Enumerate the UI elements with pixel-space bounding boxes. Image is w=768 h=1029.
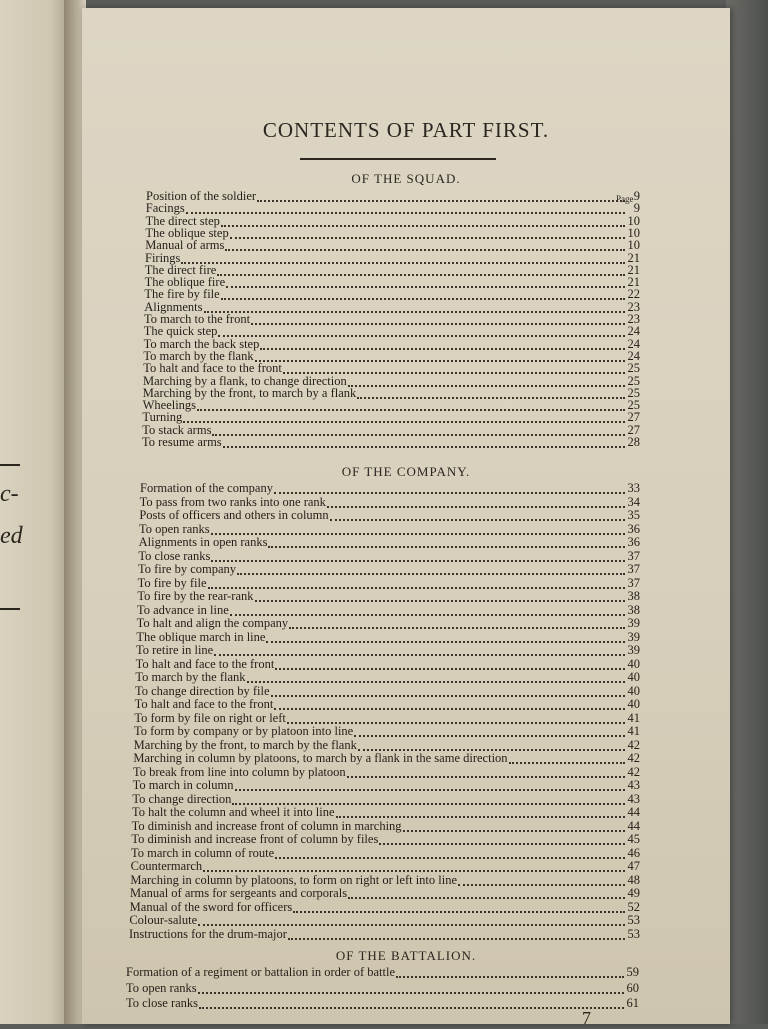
toc-entry [138, 577, 640, 590]
toc-entry [139, 536, 640, 549]
dot-leader [358, 740, 625, 751]
contents-page [82, 8, 730, 1028]
dot-leader [214, 645, 625, 656]
toc-entry-title: To break from line into column by platoon [133, 764, 346, 779]
toc-entry-page: 52 [627, 899, 640, 914]
toc-entry-title: The oblique fire [144, 275, 226, 290]
toc-entry-page: 40 [627, 670, 640, 684]
toc-entry-title: Position of the soldier [146, 189, 257, 203]
toc-entry-page: 37 [627, 562, 640, 576]
toc-entry-page: 39 [627, 643, 640, 657]
dot-leader [275, 848, 625, 859]
toc-entry-page: 41 [627, 724, 640, 738]
dot-leader [251, 314, 625, 325]
toc-entry-page: 24 [627, 336, 640, 351]
section-heading: OF THE BATTALION. [335, 948, 477, 963]
toc-entry-title: To march to the front [144, 312, 251, 326]
dot-leader [203, 861, 625, 872]
toc-entry [143, 387, 640, 400]
toc-entry-page: 21 [627, 275, 640, 290]
dot-leader [347, 767, 625, 778]
dot-leader [218, 326, 625, 337]
toc-entry [134, 712, 640, 725]
dot-leader [458, 875, 625, 886]
toc-entry [126, 982, 639, 995]
dot-leader [221, 216, 625, 227]
left-page-edge [0, 0, 72, 1024]
toc-entry-title: To march in column of route [131, 845, 275, 860]
toc-entry [135, 671, 640, 684]
toc-entry-title: To march in column [132, 778, 234, 792]
toc-entry-page: 24 [627, 324, 640, 339]
dot-leader [283, 363, 625, 374]
toc-entry-page: 46 [627, 845, 640, 860]
dot-leader [274, 699, 625, 710]
dot-leader [287, 713, 625, 724]
page-title: CONTENTS OF PART FIRST. [262, 118, 550, 142]
toc-entry-page: 42 [627, 737, 640, 752]
toc-entry-page: 40 [627, 683, 640, 698]
toc-entry [146, 190, 640, 203]
toc-entry-title: To march by the flank [143, 348, 254, 363]
toc-entry-page: 39 [627, 616, 640, 630]
toc-entry [131, 847, 640, 860]
left-page-fragment: c- [0, 481, 19, 507]
toc-entry-page: 40 [627, 697, 640, 711]
toc-entry [137, 590, 640, 603]
toc-entry-page: 23 [627, 312, 640, 326]
dot-leader [198, 915, 625, 926]
toc-entry [140, 482, 640, 495]
toc-entry-title: To change direction [132, 791, 232, 806]
toc-entry [139, 523, 640, 536]
toc-entry-title: To fire by file [137, 575, 207, 590]
toc-entry-page: 10 [627, 238, 640, 253]
toc-entry-page: 45 [627, 832, 640, 846]
dot-leader [212, 425, 625, 436]
toc-entry-page: 43 [627, 791, 640, 806]
toc-entry-title: Marching in column by platoons, to form on right or left into line [130, 872, 458, 887]
toc-entry-title: To halt and align the company [136, 616, 289, 630]
toc-entry [138, 550, 640, 563]
toc-entry-page: 43 [627, 778, 640, 792]
toc-entry-title: Alignments in open ranks [138, 535, 268, 549]
toc-entry-page: 44 [627, 818, 640, 833]
toc-entry-title: Turning [142, 410, 183, 425]
toc-entry-page: 38 [627, 589, 640, 603]
toc-entry [130, 901, 640, 914]
toc-entry-page: 24 [627, 348, 640, 363]
toc-entry-page: 28 [627, 435, 640, 449]
toc-entry-page: 36 [627, 535, 640, 549]
section-heading: OF THE COMPANY. [341, 464, 471, 479]
toc-entry [130, 874, 640, 887]
toc-entry-title: To stack arms [142, 422, 212, 437]
toc-entry-page: 53 [627, 926, 640, 941]
dot-leader [268, 537, 625, 548]
toc-entry-page: 25 [627, 361, 640, 376]
toc-entry-title: Manual of arms [145, 238, 225, 253]
toc-entry-title: To open ranks [126, 980, 197, 995]
toc-entry-title: To halt and face to the front [143, 361, 282, 376]
dot-leader [257, 191, 625, 202]
toc-entry-page: 22 [627, 287, 640, 302]
dot-leader [275, 659, 625, 670]
toc-entry [138, 563, 640, 576]
page-column-heading: Page [616, 194, 634, 204]
dot-leader [327, 497, 625, 508]
toc-entry-page: 38 [627, 602, 640, 617]
toc-entry [132, 806, 640, 819]
toc-entry-title: To change direction by file [135, 683, 270, 698]
toc-entry-title: Marching by a flank, to change direction [143, 373, 347, 388]
toc-entry-title: To retire in line [136, 643, 214, 657]
dot-leader [230, 228, 625, 239]
toc-entry-title: Wheelings [142, 398, 197, 413]
toc-entry [131, 860, 640, 873]
toc-entry-page: 40 [627, 656, 640, 671]
dot-leader [237, 564, 625, 575]
toc-entry-page: 27 [627, 410, 640, 425]
toc-entry-page: 59 [626, 965, 639, 979]
left-page-rule [0, 464, 20, 466]
dot-leader [255, 591, 625, 602]
dot-leader [230, 605, 625, 616]
toc-entry-title: To form by file on right or left [134, 710, 286, 725]
toc-entry-page: 36 [627, 521, 640, 536]
toc-entry-page: 10 [627, 225, 640, 240]
toc-entry [145, 252, 640, 265]
toc-entry-page: 25 [627, 373, 640, 388]
toc-entry [137, 604, 640, 617]
toc-entry-page: 25 [627, 385, 640, 400]
toc-entry [133, 752, 640, 765]
toc-entry [132, 793, 640, 806]
dot-leader [260, 339, 625, 350]
toc-entry-title: To diminish and increase front of column by files [131, 832, 379, 846]
toc-entry-page: 34 [627, 494, 640, 509]
toc-entry-title: To fire by company [138, 562, 237, 576]
dot-leader [223, 437, 625, 448]
toc-entry-title: Alignments [144, 299, 203, 314]
toc-entry-title: To halt and face to the front [134, 697, 274, 711]
toc-entry [142, 436, 640, 449]
toc-entry-title: To halt and face to the front [135, 656, 275, 671]
toc-entry-title: Countermarch [130, 859, 203, 873]
toc-entry-page: 21 [627, 262, 640, 277]
toc-entry-page: 35 [627, 508, 640, 522]
toc-entry [144, 313, 640, 326]
toc-entry-title: Formation of the company [140, 481, 273, 495]
page-number: 7 [582, 1008, 591, 1028]
dot-leader [271, 686, 626, 697]
toc-entry-page: 47 [627, 859, 640, 873]
toc-entry-title: To open ranks [139, 521, 210, 536]
dot-leader [357, 388, 625, 399]
toc-entry-page: 27 [627, 422, 640, 437]
toc-entry-page: 37 [627, 548, 640, 563]
dot-leader [217, 265, 625, 276]
toc-entry-page: 49 [627, 886, 640, 900]
dot-leader [232, 794, 625, 805]
dot-leader [293, 902, 625, 913]
dot-leader [211, 551, 625, 562]
toc-entry-page: 42 [627, 751, 640, 765]
toc-entry [130, 887, 640, 900]
toc-entry-title: Manual of the sword for officers [129, 899, 293, 914]
toc-entry [131, 833, 640, 846]
dot-leader [208, 578, 625, 589]
dot-leader [255, 351, 625, 362]
toc-entry-title: To halt the column and wheel it into line [132, 805, 335, 819]
dot-leader [289, 618, 625, 629]
dot-leader [354, 726, 625, 737]
toc-entry [139, 509, 640, 522]
toc-entry [132, 820, 640, 833]
toc-entry [135, 698, 640, 711]
dot-leader [509, 753, 625, 764]
toc-entry-title: The direct step [145, 213, 220, 228]
toc-entry-page: 37 [627, 575, 640, 590]
toc-entry [142, 411, 640, 424]
toc-entry [135, 685, 640, 698]
toc-entry-title: Firings [145, 250, 181, 265]
toc-entry-page: 9 [633, 189, 640, 203]
dot-leader [181, 253, 625, 264]
toc-entry-page: 44 [627, 805, 640, 819]
toc-entry-title: Posts of officers and others in column [139, 508, 329, 522]
toc-entry-title: Marching by the front, to march by the flank [133, 737, 357, 752]
background-edge [726, 0, 768, 1024]
toc-entry [133, 779, 640, 792]
toc-entry [129, 914, 640, 927]
toc-entry [144, 288, 640, 301]
toc-entry-title: To march by the flank [135, 670, 246, 684]
toc-entry-title: The oblique march in line [136, 629, 266, 644]
toc-entry-title: To close ranks [138, 548, 211, 563]
left-page-fragment: ed [0, 523, 23, 549]
toc-entry-title: Marching in column by platoons, to march by a flank in the same direction [133, 751, 508, 765]
toc-entry-page: 53 [627, 913, 640, 927]
toc-entry [126, 997, 639, 1010]
dot-leader [274, 483, 625, 494]
toc-entry-title: To close ranks [126, 996, 199, 1010]
toc-entry-page: 39 [627, 629, 640, 644]
dot-leader [336, 807, 625, 818]
toc-entry-page: 10 [627, 213, 640, 228]
toc-entry-page: 25 [627, 398, 640, 413]
dot-leader [348, 888, 625, 899]
dot-leader [396, 967, 624, 978]
table-of-contents [82, 8, 730, 1024]
toc-entry-title: Formation of a regiment or battalion in order of battle [126, 965, 396, 979]
dot-leader [247, 672, 625, 683]
toc-entry-title: The quick step [143, 324, 218, 339]
toc-entry-title: To fire by the rear-rank [137, 589, 254, 603]
toc-entry-title: To form by company or by platoon into line [134, 724, 354, 738]
dot-leader [348, 376, 625, 387]
toc-entry [146, 202, 640, 215]
toc-entry-title: Colour-salute [129, 913, 198, 927]
toc-entry [145, 239, 640, 252]
toc-entry [136, 631, 640, 644]
toc-entry [134, 725, 640, 738]
left-page-rule [0, 608, 20, 610]
toc-entry-page: 9 [633, 201, 640, 216]
dot-leader [235, 780, 625, 791]
toc-entry-title: Instructions for the drum-major [129, 926, 287, 941]
toc-entry-page: 61 [626, 996, 639, 1010]
toc-entry-page: 33 [627, 481, 640, 495]
toc-entry [136, 644, 640, 657]
toc-entry-title: Manual of arms for sergeants and corporals [130, 886, 348, 900]
toc-entry [140, 496, 640, 509]
toc-entry [129, 928, 640, 941]
toc-entry [143, 399, 640, 412]
dot-leader [198, 983, 624, 994]
toc-entry [137, 617, 640, 630]
dot-leader [221, 289, 625, 300]
toc-entry-title: The direct fire [144, 262, 217, 277]
toc-entry-title: To advance in line [137, 602, 229, 617]
dot-leader [226, 277, 625, 288]
dot-leader [225, 240, 625, 251]
dot-leader [186, 203, 625, 214]
toc-entry-page: 48 [627, 872, 640, 887]
dot-leader [204, 302, 625, 313]
dot-leader [330, 510, 625, 521]
toc-entry [126, 966, 639, 979]
dot-leader [199, 998, 624, 1009]
toc-entry [136, 658, 640, 671]
dot-leader [379, 834, 625, 845]
toc-entry-title: Marching by the front, to march by a flank [142, 385, 357, 400]
toc-entry-page: 60 [626, 980, 639, 995]
section-heading: OF THE SQUAD. [351, 171, 461, 186]
dot-leader [183, 412, 625, 423]
toc-entry-page: 42 [627, 764, 640, 779]
toc-entry-title: Facings [145, 201, 185, 216]
dot-leader [266, 632, 625, 643]
toc-entry-title: To pass from two ranks into one rank [139, 494, 326, 509]
toc-entry [133, 766, 640, 779]
toc-entry-title: To diminish and increase front of column in marching [131, 818, 402, 833]
dot-leader [211, 524, 625, 535]
dot-leader [197, 400, 625, 411]
toc-entry-page: 41 [627, 710, 640, 725]
toc-entry-title: To resume arms [142, 435, 222, 449]
dot-leader [288, 929, 625, 940]
toc-entry-page: 23 [627, 299, 640, 314]
toc-entry-page: 21 [627, 250, 640, 265]
toc-entry-title: The fire by file [144, 287, 220, 302]
toc-entry [134, 739, 640, 752]
dot-leader [403, 821, 625, 832]
toc-entry-title: To march the back step [143, 336, 260, 351]
toc-entry-title: The oblique step [145, 225, 229, 240]
